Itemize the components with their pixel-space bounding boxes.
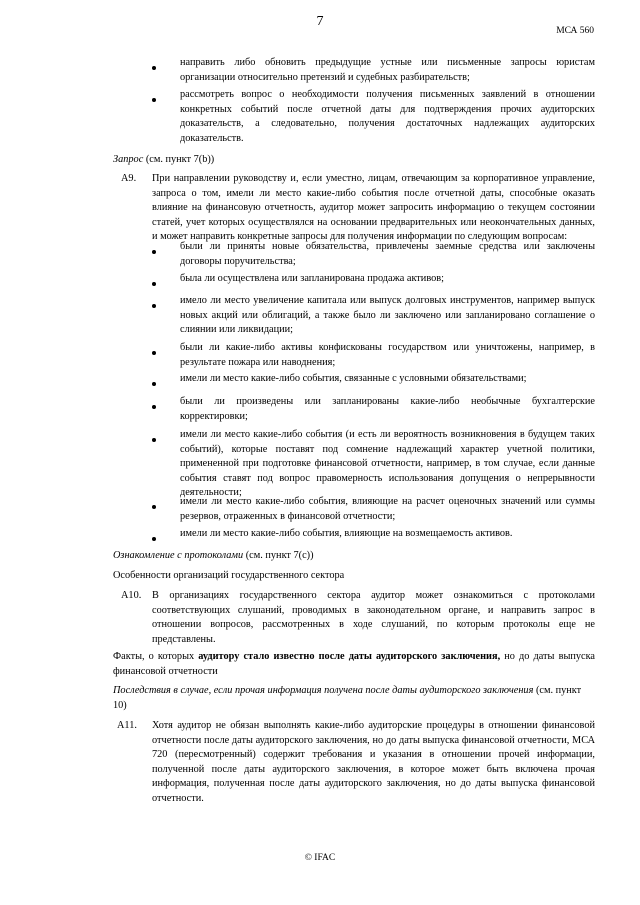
section-heading-ref: (см. пункт 7(b)) — [143, 154, 215, 165]
subheading-ref: (см. пункт 10) — [113, 685, 582, 711]
subheading-other-info — [113, 684, 595, 713]
bullet-dot — [152, 351, 156, 355]
paragraph-a10: В организациях государственного сектора аудитор может ознакомиться с протоколами соответствующих слушаний, проводимых в законодательном органе, и направить запрос в отношении вопросов, рассмотренных в ходе слушаний, по которым протоколы еще не представлены. — [152, 590, 595, 645]
list-item: были ли произведены или запланированы какие-либо необычные бухгалтерские корректировки; — [180, 396, 595, 422]
bullet-dot — [152, 405, 156, 409]
bullet-dot — [152, 537, 156, 541]
list-item: направить либо обновить предыдущие устные или письменные запросы юристам организации относительно претензий и судебных разбирательств; — [180, 57, 595, 83]
bullet-dot — [152, 382, 156, 386]
heading-part: Факты, о которых — [113, 651, 199, 662]
paragraph-label: A10. — [121, 590, 142, 601]
bullet-dot — [152, 304, 156, 308]
section-heading-ref: (см. пункт 7(c)) — [243, 550, 314, 561]
bullet-dot — [152, 282, 156, 286]
bullet-dot — [152, 505, 156, 509]
bullet-dot — [152, 98, 156, 102]
bullet-dot — [152, 250, 156, 254]
heading-part: но до даты выпуска финансовой отчетности — [113, 651, 596, 677]
list-item: имели ли место какие-либо события (и есть ли вероятность возникновения в будущем таких событий), которые поставят под сомнение надлежащий характер учетной политики, примененной при подготовке финансовой отчетности, например, в том случае, если данные события ставят под вопрос правомерность использования допущения о непрерывности деятельности; — [180, 429, 595, 499]
list-item: были ли какие-либо активы конфискованы государством или уничтожены, например, в результате пожара или наводнения; — [180, 342, 595, 368]
list-item: имели ли место какие-либо события, влияющие на возмещаемость активов. — [180, 528, 513, 539]
subheading-public-sector: Особенности организаций государственного сектора — [113, 570, 345, 581]
list-item: имело ли место увеличение капитала или выпуск долговых инструментов, например выпуск новых акций или облигаций, а также было ли заключено или запланировано соглашение о слиянии или ликвидации; — [180, 295, 595, 336]
heading-bold-part: аудитору стало известно после даты аудиторского заключения, — [198, 651, 501, 662]
section-heading-title: Ознакомление с протоколами — [113, 550, 244, 561]
section-heading-minutes — [113, 549, 314, 564]
subheading-italic: Последствия в случае, если прочая информация получена после даты аудиторского заключения — [113, 685, 534, 696]
bullet-dot — [152, 438, 156, 442]
footer-copyright: © IFAC — [304, 853, 336, 863]
paragraph-label: A11. — [117, 720, 137, 731]
paragraph-a9: При направлении руководству и, если уместно, лицам, отвечающим за корпоративное управление, запроса о том, имели ли место какие-либо события после отчетной даты, способные оказать влияние на финансовую отчетность, аудитор может запросить информацию о текущем состоянии статей, учет которых осуществлялся на основании предварительных или неокончательных данных, и может направить конкретные запросы для получения информации по следующим вопросам: — [152, 173, 595, 243]
bullet-dot — [152, 66, 156, 70]
list-item: была ли осуществлена или запланирована продажа активов; — [180, 273, 444, 284]
paragraph-label: A9. — [121, 173, 137, 184]
list-item: были ли приняты новые обязательства, привлечены заемные средства или заключены договоры поручительства; — [180, 241, 595, 267]
section-heading-inquiry — [113, 153, 214, 168]
list-item: рассмотреть вопрос о необходимости получения письменных заявлений в отношении конкретных событий после отчетной даты для подтверждения прочих аудиторских доказательств, а следовательно, получения достаточных надлежащих аудиторских доказательств. — [180, 89, 595, 144]
paragraph-a11: Хотя аудитор не обязан выполнять какие-либо аудиторские процедуры в отношении финансовой отчетности после даты аудиторского заключения, но до даты выпуска финансовой отчетности, МСА 720 (пересмотренный) содержит требования и указания в отношении прочей информации, полученной после даты аудиторского заключения, в которое может быть включена прочая информация, полученная после даты аудиторского заключения, но до даты выпуска финансовой отчетности. — [152, 720, 595, 804]
list-item: имели ли место какие-либо события, влияющие на расчет оценочных значений или суммы резервов, отраженных в финансовой отчетности; — [180, 496, 595, 522]
list-item: имели ли место какие-либо события, связанные с условными обязательствами; — [180, 373, 527, 384]
section-heading-facts — [113, 650, 595, 679]
section-heading-title: Запрос — [113, 154, 144, 165]
page-number: 7 — [316, 14, 324, 29]
document-code: МСА 560 — [556, 26, 594, 36]
